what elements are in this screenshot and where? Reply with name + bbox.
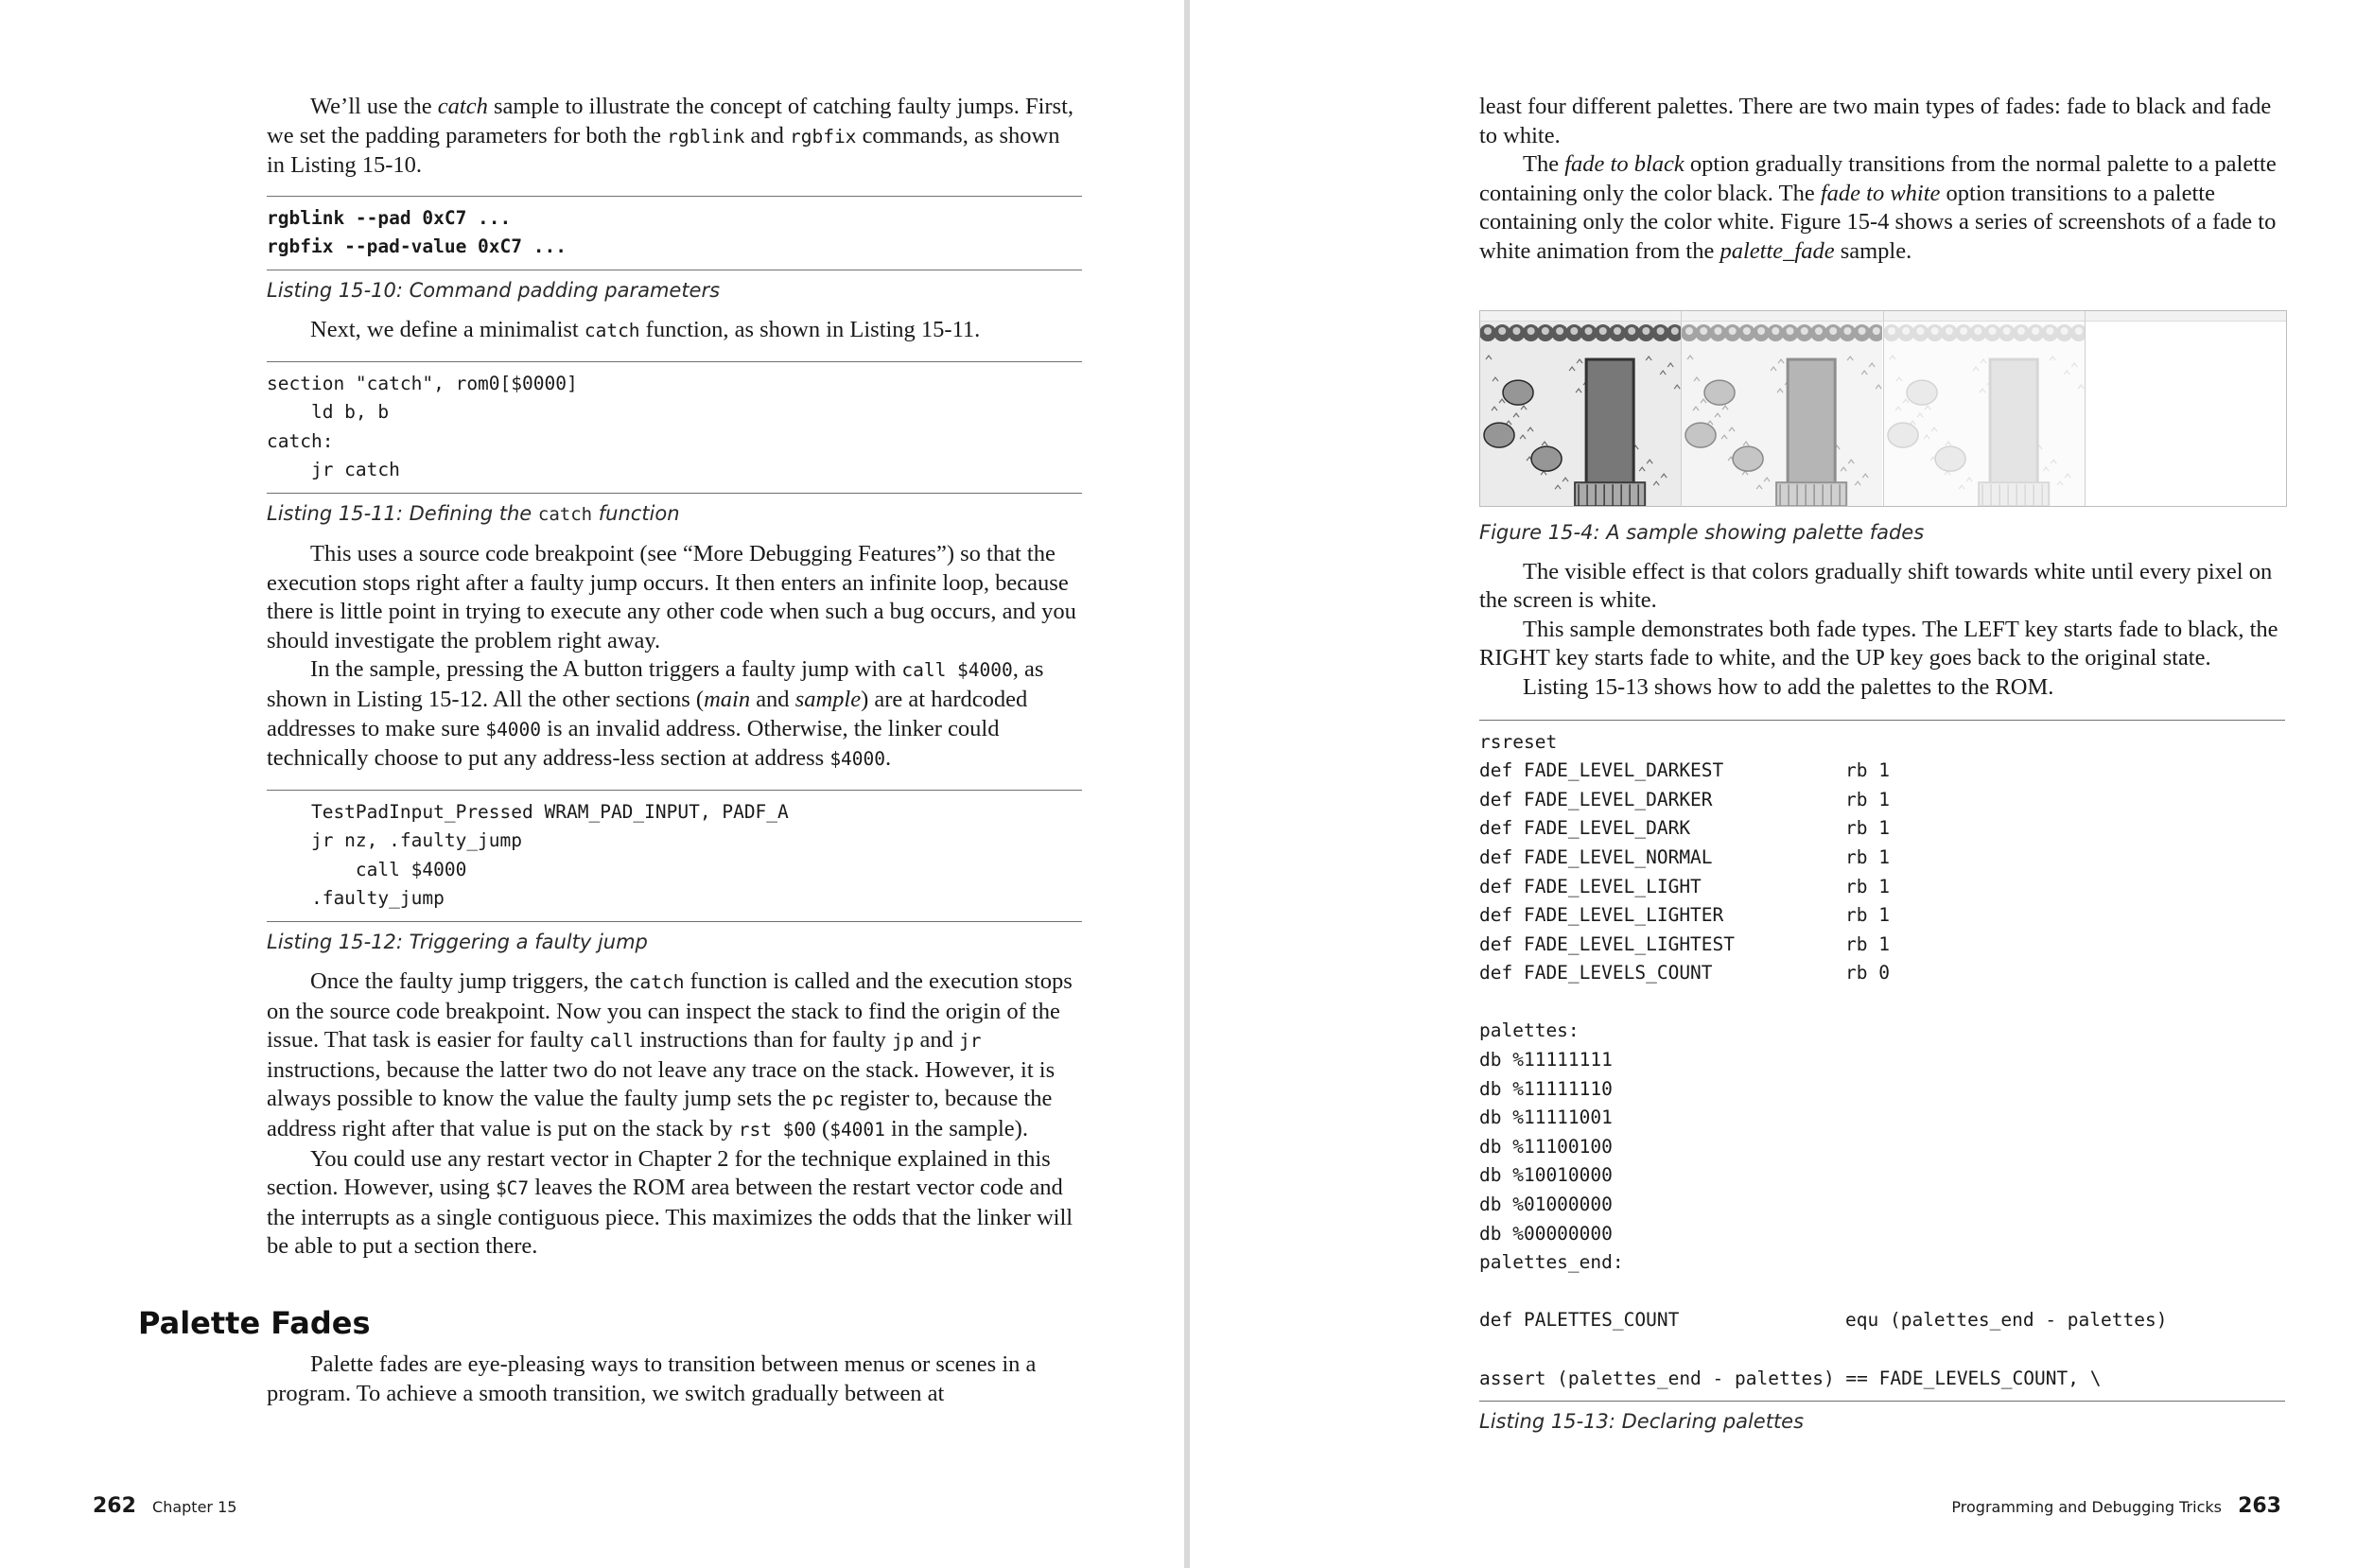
paragraph: In the sample, pressing the A button triggers a faulty jump with call $4000, as shown in Listing 15-12. All the other sections (main and sample) are at hardcoded addresses to make sure $4000 is an invalid address. Otherwise, the linker could technically choose to put any address-less section at address $4000. [267, 656, 1044, 772]
screenshot-fade-step [2086, 311, 2286, 506]
page-number: 262 [93, 1494, 136, 1518]
game-scene-image [1682, 322, 1882, 506]
code-line: TestPadInput_Pressed WRAM_PAD_INPUT, PADF_A [267, 800, 789, 823]
paragraph: Palette fades are eye-pleasing ways to transition between menus or scenes in a program. To achieve a smooth transition, we switch gradually between at [267, 1351, 1037, 1406]
left-text-column [138, 93, 1082, 1408]
code-line [1479, 1335, 2285, 1365]
paragraph: This sample demonstrates both fade types. The LEFT key starts fade to black, the RIGHT key starts fade to white, and the UP key goes back to the original state. [1479, 616, 2278, 671]
palette-fade-figure [1479, 310, 2287, 507]
code-line: def FADE_LEVEL_LIGHTEST rb 1 [1479, 932, 1890, 955]
paragraph: least four different palettes. There are two main types of fades: fade to black and fade to white. [1479, 94, 2272, 148]
code-line: rsreset [1479, 730, 1558, 753]
code-listing-15-11 [267, 361, 1082, 494]
code-line: db %11111001 [1479, 1106, 1613, 1129]
page-footer-left [93, 1494, 248, 1518]
code-line: ld b, b [267, 401, 390, 424]
code-line: palettes_end: [1479, 1251, 1624, 1274]
code-line: jr nz, .faulty_jump [267, 829, 523, 852]
code-line: def FADE_LEVEL_DARKER rb 1 [1479, 788, 1890, 810]
listing-caption: Listing 15-12: Triggering a faulty jump [267, 931, 648, 954]
def-lines [1479, 757, 2285, 988]
code-line: db %11111111 [1479, 1049, 1613, 1071]
left-page [0, 0, 1184, 1568]
db-lines [1479, 1046, 2285, 1248]
code-line: db %11111110 [1479, 1077, 1613, 1100]
listing-caption: Listing 15-13: Declaring palettes [1479, 1410, 1805, 1434]
paragraph: You could use any restart vector in Chapter 2 for the technique explained in this section. However, using $C7 leaves the ROM area between the restart vector code and the interrupts as a single contiguous piece. This maximizes the odds that the linker will be able to put a section there. [267, 1145, 1074, 1260]
code-line: def FADE_LEVEL_NORMAL rb 1 [1479, 845, 1890, 868]
section-heading: Palette Fades [138, 1305, 371, 1341]
code-line: def FADE_LEVEL_LIGHT rb 1 [1479, 875, 1890, 897]
code-line: rgbfix --pad-value 0xC7 ... [267, 235, 567, 258]
code-line: db %01000000 [1479, 1193, 1613, 1216]
code-listing-15-10 [267, 196, 1082, 270]
paragraph: Once the faulty jump triggers, the catch function is called and the execution stops on the source code breakpoint. Now you can inspect the stack to find the origin of the issue. That task is easier for faulty call instructions than for faulty jp and jr instructions, because the latter two do not leave any trace on the stack. However, it is always possible to know the value the faulty jump sets the pc register to, because the address right after that value is put on the stack by rst $00 ($4001 in the sample). [267, 968, 1073, 1142]
code-line [1479, 988, 2285, 1018]
right-text-column [1479, 93, 2285, 1436]
chapter-title-label: Programming and Debugging Tricks [1951, 1498, 2222, 1516]
code-listing-15-13 [1479, 720, 2285, 1402]
code-line: assert (palettes_end - palettes) == FADE_LEVELS_COUNT, \ [1479, 1367, 2102, 1389]
code-line: catch: [267, 429, 334, 452]
code-line: db %00000000 [1479, 1222, 1613, 1245]
paragraph: Listing 15-13 shows how to add the palettes to the ROM. [1523, 673, 2054, 700]
code-line: call $4000 [267, 858, 467, 880]
code-line: palettes: [1479, 1019, 1580, 1042]
paragraph: We’ll use the catch sample to illustrate the concept of catching faulty jumps. First, we set the padding parameters for both the rgblink and rgbfix commands, as shown in Listing 15-10. [267, 94, 1074, 179]
screenshot-fade-step [1884, 311, 2086, 506]
code-line: rgblink --pad 0xC7 ... [267, 206, 512, 229]
paragraph: Next, we define a minimalist catch function, as shown in Listing 15-11. [310, 316, 981, 342]
game-scene-image [1884, 322, 2085, 506]
code-line: db %11100100 [1479, 1135, 1613, 1158]
code-line: db %10010000 [1479, 1164, 1613, 1187]
paragraph: The visible effect is that colors gradually shift towards white until every pixel on the screen is white. [1479, 558, 2273, 614]
screenshot-fade-step [1480, 311, 1682, 506]
code-line: def FADE_LEVEL_DARK rb 1 [1479, 817, 1890, 840]
code-line: def FADE_LEVEL_DARKEST rb 1 [1479, 759, 1890, 782]
code-line [1479, 1278, 2285, 1307]
game-scene-image [1480, 322, 1681, 506]
listing-caption: Listing 15-10: Command padding parameters [267, 278, 721, 302]
page-footer-right [1940, 1494, 2281, 1518]
code-line: section "catch", rom0[$0000] [267, 372, 578, 394]
paragraph: The fade to black option gradually transitions from the normal palette to a palette containing only the color black. The fade to white option transitions to a palette containing only the color white. Figure 15-4 shows a series of screenshots of a fade to white animation from the palette_fade sample. [1479, 151, 2277, 264]
code-listing-15-12 [267, 790, 1082, 922]
right-page [1190, 0, 2374, 1568]
game-scene-image [2086, 322, 2286, 506]
chapter-label: Chapter 15 [152, 1498, 237, 1516]
code-line: def FADE_LEVEL_LIGHTER rb 1 [1479, 904, 1890, 927]
code-line: def PALETTES_COUNT equ (palettes_end - palettes) [1479, 1309, 2168, 1332]
listing-caption: Listing 15-11: Defining the catch function [267, 501, 680, 525]
code-line: jr catch [267, 459, 400, 481]
page-number: 263 [2238, 1494, 2281, 1518]
figure-caption: Figure 15-4: A sample showing palette fades [1479, 520, 1925, 544]
code-line: .faulty_jump [267, 887, 445, 910]
paragraph: This uses a source code breakpoint (see “More Debugging Features”) so that the execution stops right after a faulty jump occurs. It then enters an infinite loop, because there is little point in trying to execute any other code when such a bug occurs, and you should investigate the problem right away. [267, 540, 1076, 653]
screenshot-fade-step [1682, 311, 1883, 506]
code-line: def FADE_LEVELS_COUNT rb 0 [1479, 962, 1890, 984]
